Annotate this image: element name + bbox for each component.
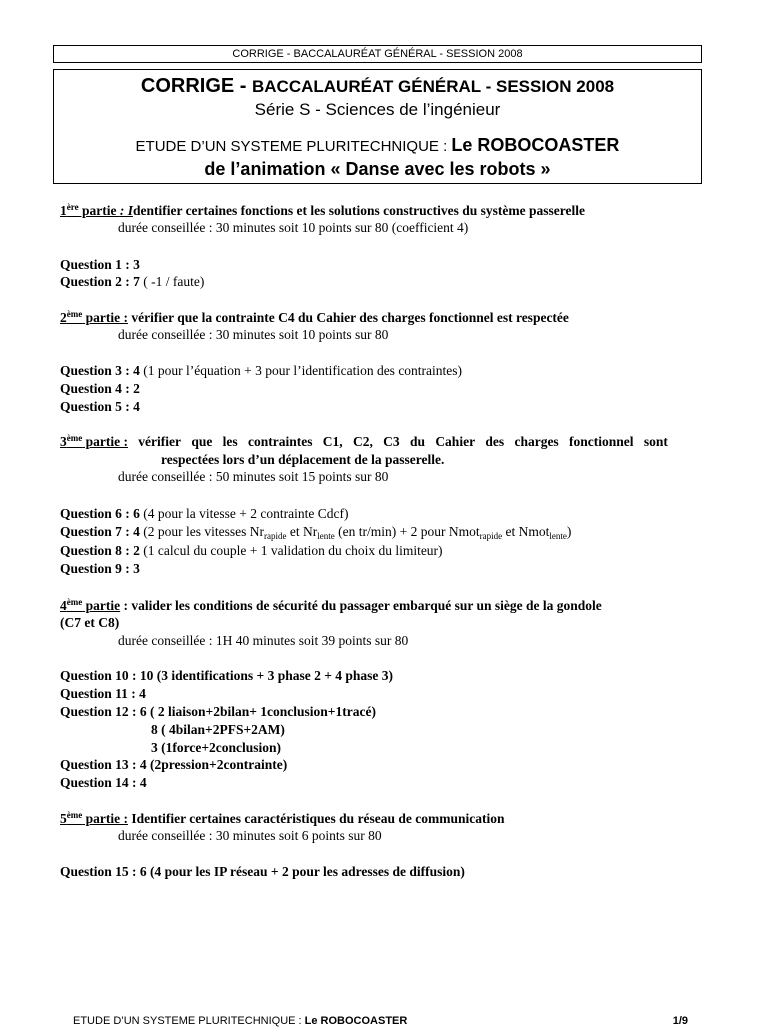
part-3-word: les xyxy=(222,434,238,449)
title-system-name: Le ROBOCOASTER xyxy=(451,135,620,155)
part-3-word: C3 xyxy=(383,434,400,449)
part-1-heading xyxy=(60,202,585,219)
question-3 xyxy=(60,362,462,379)
title-etude xyxy=(54,135,701,156)
title-bac: BACCALAURÉAT GÉNÉRAL - SESSION 2008 xyxy=(252,77,615,96)
question-10: Question 10 : 10 (3 identifications + 3 phase 2 + 4 phase 3) xyxy=(60,668,394,683)
question-12-line-3: 3 (1force+2conclusion) xyxy=(151,740,282,755)
part-3-word: C2, xyxy=(352,434,373,449)
question-3-label: Question 3 : 4 xyxy=(60,363,140,378)
question-2-label: Question 2 : 7 xyxy=(60,274,140,289)
question-8 xyxy=(60,542,443,559)
question-7-label: Question 7 : 4 xyxy=(60,524,140,539)
question-6-label: Question 6 : 6 xyxy=(60,506,140,521)
part-2-sup: ème xyxy=(66,309,83,319)
subscript: rapide xyxy=(264,531,287,541)
part-1-heading-text: dentifier certaines fonctions et les solutions constructives du système passerelle xyxy=(132,203,586,218)
part-3-word: contraintes xyxy=(247,434,313,449)
part-3-heading xyxy=(60,433,668,450)
part-3-word: que xyxy=(191,434,213,449)
question-2-note: ( -1 / faute) xyxy=(139,274,205,289)
question-7 xyxy=(60,523,571,540)
question-6 xyxy=(60,505,348,522)
part-3-heading-line-2: respectées lors d’un déplacement de la passerelle. xyxy=(161,452,445,467)
question-3-note: (1 pour l’équation + 3 pour l’identification des contraintes) xyxy=(139,363,463,378)
question-15: Question 15 : 6 (4 pour les IP réseau + 2 pour les adresses de diffusion) xyxy=(60,864,465,879)
part-4-heading-line-2: (C7 et C8) xyxy=(60,615,120,630)
part-4-duration: durée conseillée : 1H 40 minutes soit 39 points sur 80 xyxy=(118,633,409,648)
part-5-duration: durée conseillée : 30 minutes soit 6 points sur 80 xyxy=(118,828,382,843)
part-3-sup: ème xyxy=(66,433,83,443)
part-1-heading-start: : I xyxy=(119,203,133,218)
footer-label: ETUDE D’UN SYSTEME PLURITECHNIQUE : xyxy=(73,1015,305,1027)
part-5-sup: ème xyxy=(66,810,83,820)
footer-system-name: Le ROBOCOASTER xyxy=(304,1015,408,1027)
question-8-note: (1 calcul du couple + 1 validation du choix du limiteur) xyxy=(139,543,443,558)
question-7-note: et Nmot xyxy=(502,524,550,539)
question-12: Question 12 : 6 ( 2 liaison+2bilan+ 1conclusion+1tracé) xyxy=(60,704,376,719)
question-7-note: et Nr xyxy=(286,524,318,539)
title-serie: Série S - Sciences de l’ingénieur xyxy=(254,100,501,119)
part-2-duration: durée conseillée : 30 minutes soit 10 points sur 80 xyxy=(118,327,389,342)
part-3-word: charges xyxy=(514,434,559,449)
part-3-word: des xyxy=(485,434,505,449)
part-3-word: vérifier xyxy=(138,434,182,449)
part-2-label: partie : xyxy=(82,310,128,325)
part-3-word: fonctionnel xyxy=(569,434,634,449)
question-14: Question 14 : 4 xyxy=(60,775,147,790)
running-header: CORRIGE - BACCALAURÉAT GÉNÉRAL - SESSION 2008 xyxy=(53,45,702,63)
part-2-heading xyxy=(60,309,569,326)
title-animation: de l’animation « Danse avec les robots » xyxy=(204,159,551,179)
part-5-num: 5 xyxy=(60,811,67,826)
title-line-1 xyxy=(54,75,701,98)
title-box xyxy=(53,69,702,184)
part-4-heading xyxy=(60,597,602,614)
title-etude-label: ETUDE D’UN SYSTEME PLURITECHNIQUE : xyxy=(135,138,452,155)
question-12-line-2: 8 ( 4bilan+2PFS+2AM) xyxy=(151,722,285,737)
question-7-note: ) xyxy=(566,524,572,539)
part-5-heading-text: Identifier certaines caractéristiques du réseau de communication xyxy=(127,811,505,826)
part-4-num: 4 xyxy=(60,598,67,613)
part-5-heading xyxy=(60,810,505,827)
part-5-label: partie : xyxy=(82,811,128,826)
title-corrige: CORRIGE - xyxy=(140,75,252,97)
subscript: lente xyxy=(549,531,567,541)
page-footer xyxy=(73,1015,688,1027)
part-3-label: partie : xyxy=(82,434,128,449)
question-7-note: (2 pour les vitesses Nr xyxy=(139,524,264,539)
part-2-heading-text: vérifier que la contrainte C4 du Cahier des charges fonctionnel est respectée xyxy=(127,310,569,325)
question-2 xyxy=(60,273,204,290)
part-3-word: C1, xyxy=(322,434,343,449)
part-2-num: 2 xyxy=(60,310,67,325)
part-3-word: sont xyxy=(643,434,668,449)
question-7-note: (en tr/min) + 2 pour Nmot xyxy=(334,524,480,539)
question-5: Question 5 : 4 xyxy=(60,399,140,414)
part-1-sup: ère xyxy=(66,202,79,212)
part-3-duration: durée conseillée : 50 minutes soit 15 points sur 80 xyxy=(118,469,389,484)
part-3-title xyxy=(60,433,128,450)
part-3-word: Cahier xyxy=(435,434,476,449)
question-4: Question 4 : 2 xyxy=(60,381,140,396)
part-4-label: partie xyxy=(82,598,121,613)
subscript: lente xyxy=(317,531,335,541)
page-number: 1/9 xyxy=(672,1015,688,1027)
subscript: rapide xyxy=(479,531,503,541)
question-6-note: (4 pour la vitesse + 2 contrainte Cdcf) xyxy=(139,506,349,521)
question-9: Question 9 : 3 xyxy=(60,561,140,576)
part-1-duration: durée conseillée : 30 minutes soit 10 points sur 80 (coefficient 4) xyxy=(118,220,469,235)
part-1-label: partie xyxy=(78,203,120,218)
part-4-sup: ème xyxy=(66,597,83,607)
question-11: Question 11 : 4 xyxy=(60,686,146,701)
question-13: Question 13 : 4 (2pression+2contrainte) xyxy=(60,757,288,772)
question-8-label: Question 8 : 2 xyxy=(60,543,140,558)
question-1: Question 1 : 3 xyxy=(60,257,140,272)
part-4-heading-text: : valider les conditions de sécurité du passager embarqué sur un siège de la gondole xyxy=(120,598,602,613)
part-3-word: du xyxy=(409,434,425,449)
part-1-num: 1 xyxy=(60,203,67,218)
part-3-num: 3 xyxy=(60,434,67,449)
